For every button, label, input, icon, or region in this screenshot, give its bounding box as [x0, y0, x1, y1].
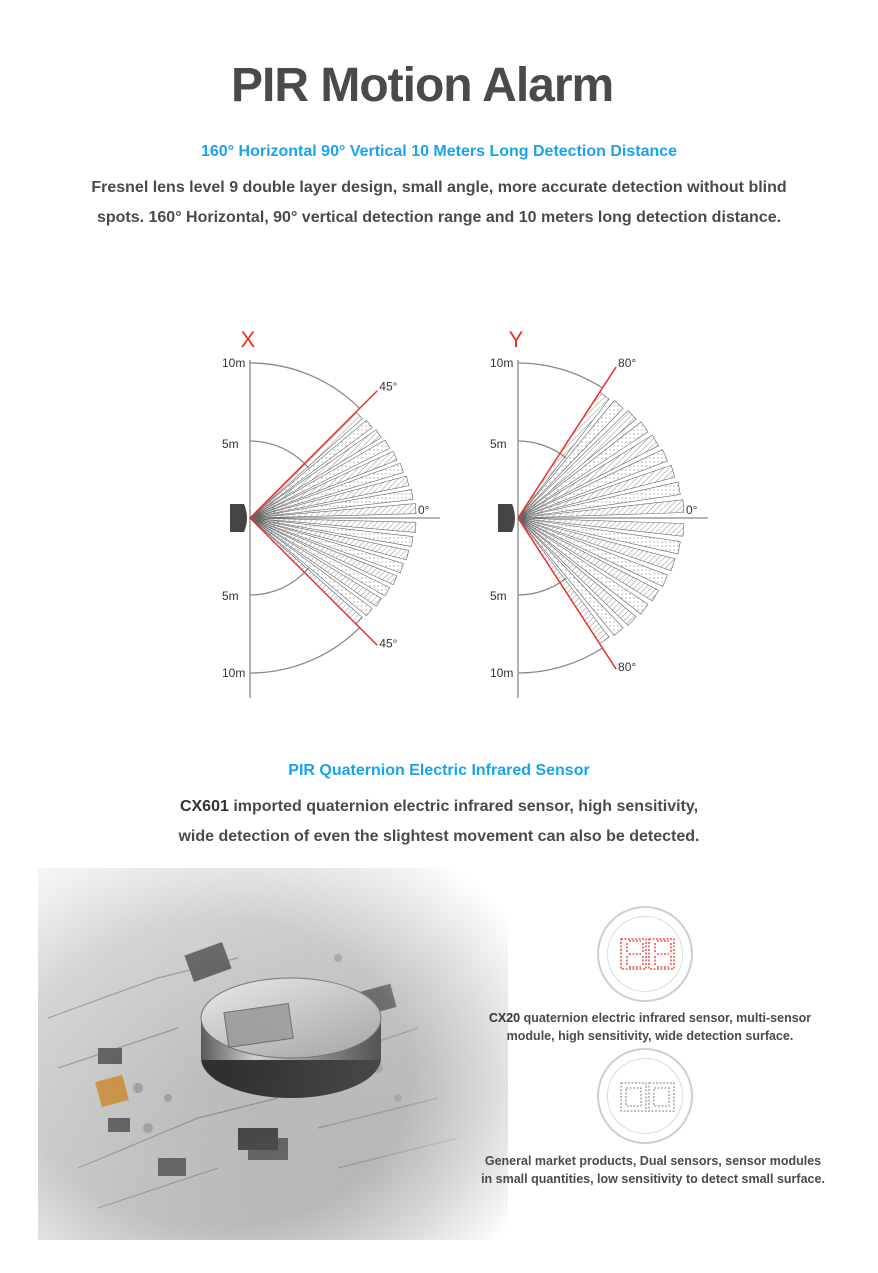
x-label-5m-bottom: 5m [222, 589, 239, 603]
x-label-10m-bottom: 10m [222, 666, 246, 680]
y-label-bottom-angle: 80° [618, 659, 637, 674]
feature-2-caption [473, 1152, 833, 1188]
detection-description-line1: Fresnel lens level 9 double layer design, small angle, more accurate detection without blind [91, 179, 787, 196]
sensor-description-line1 [0, 792, 878, 822]
x-label-5m-top: 5m [222, 437, 239, 451]
x-arc-5m-bottom [250, 568, 309, 595]
detection-range-diagram [0, 310, 878, 710]
y-arc-10m-top [518, 363, 602, 388]
x-axis-diagram [222, 327, 440, 698]
dual-sensor-icon [597, 1048, 693, 1144]
detection-subtitle: 160° Horizontal 90° Vertical 10 Meters Long Detection Distance [200, 143, 678, 160]
page-title: PIR Motion Alarm [231, 59, 614, 112]
y-sensor [498, 504, 515, 532]
x-label-bottom-angle: 45° [379, 636, 398, 651]
y-label-10m-top: 10m [490, 356, 514, 370]
x-arc-10m-bottom [250, 628, 360, 673]
y-label-0deg: 0° [686, 503, 698, 517]
circuit-board-photo [38, 868, 508, 1240]
y-label-5m-bottom: 5m [490, 589, 507, 603]
x-axis-label: X [240, 327, 256, 352]
y-axis-label: Y [508, 327, 524, 352]
x-sensor [230, 504, 247, 532]
detection-description-line2: spots. 160° Horizontal, 90° vertical detection range and 10 meters long detection distance. [96, 209, 782, 226]
x-label-top-angle: 45° [379, 379, 398, 394]
x-arc-10m-top [250, 363, 360, 408]
y-axis-diagram [490, 327, 708, 698]
y-label-top-angle: 80° [618, 356, 637, 371]
y-label-10m-bottom: 10m [490, 666, 514, 680]
feature-2-line1: General market products, Dual sensors, sensor modules [484, 1154, 822, 1168]
y-label-5m-top: 5m [490, 437, 507, 451]
feature-1-line1-rest: quaternion electric infrared sensor, multi-sensor [520, 1011, 812, 1025]
quad-sensor-icon [597, 906, 693, 1002]
sensor-description-line2: wide detection of even the slightest movement can also be detected. [178, 828, 700, 845]
feature-1-line1 [470, 1009, 830, 1027]
feature-1-line2: module, high sensitivity, wide detection surface. [506, 1029, 794, 1043]
x-label-10m-top: 10m [222, 356, 246, 370]
sensor-subtitle: PIR Quaternion Electric Infrared Sensor [288, 762, 590, 779]
sensor-description-line1-rest: imported quaternion electric infrared sensor, high sensitivity, [228, 798, 699, 815]
sensor-description [0, 792, 878, 852]
sensor-model: CX601 [179, 798, 229, 815]
feature-2-line2: in small quantities, low sensitivity to detect small surface. [481, 1172, 825, 1186]
feature-1-caption [470, 1009, 830, 1045]
feature-1-model: CX20 [488, 1011, 521, 1025]
y-arc-10m-bottom [518, 648, 602, 673]
detection-description [0, 173, 878, 233]
x-arc-5m-top [250, 441, 309, 468]
x-label-0deg: 0° [418, 503, 430, 517]
